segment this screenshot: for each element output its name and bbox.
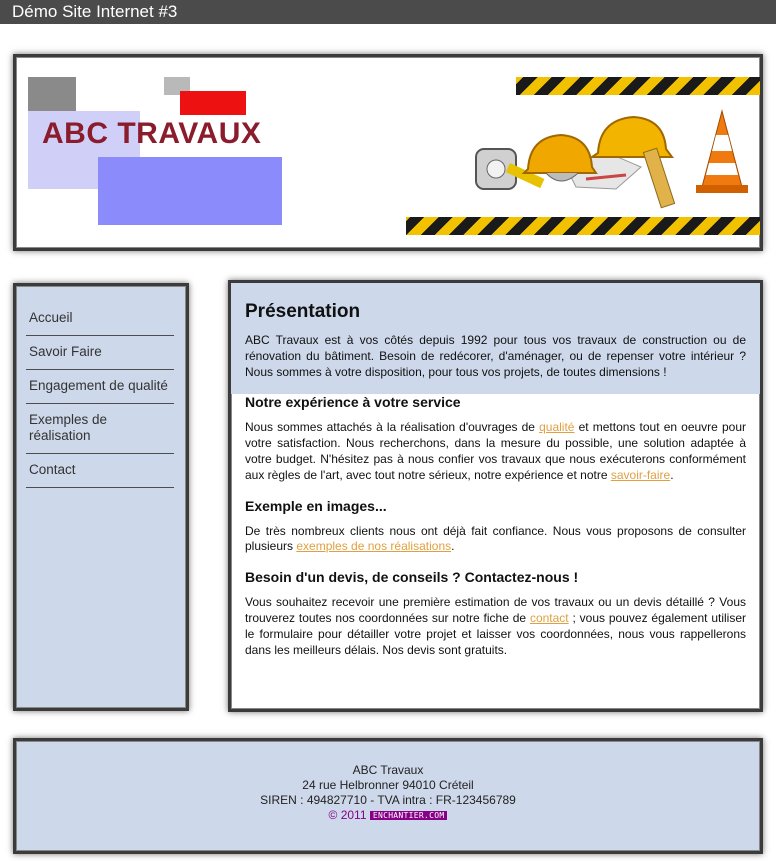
- text-fragment: .: [451, 539, 455, 554]
- footer-legal: SIREN : 494827710 - TVA intra : FR-123456789: [260, 793, 516, 807]
- caution-stripe: [406, 217, 760, 235]
- helmet-icon: [592, 117, 672, 157]
- nav-item-contact[interactable]: Contact: [26, 454, 174, 488]
- logo-block: [28, 77, 76, 113]
- nav-menu: [16, 286, 186, 488]
- nav-item-engagement-qualite[interactable]: Engagement de qualité: [26, 370, 174, 404]
- section-heading: Notre expérience à votre service: [245, 394, 461, 411]
- window-title: Démo Site Internet #3: [12, 2, 178, 21]
- caution-stripe: [516, 77, 760, 95]
- experience-section: [231, 394, 760, 483]
- nav-item-exemples[interactable]: Exemples de réalisation: [26, 404, 174, 454]
- contact-section: [231, 569, 760, 658]
- text-fragment: De très nombreux clients nous ont déjà fait confiance. Nous vous proposons de consulter plusieurs: [245, 523, 746, 554]
- text-fragment: Nous sommes attachés à la réalisation d'ouvrages de: [245, 420, 540, 435]
- page-title: Présentation: [245, 301, 361, 322]
- logo-block: [180, 91, 246, 115]
- footer-copyright-line: [16, 808, 760, 823]
- section-heading: Exemple en images...: [245, 497, 387, 514]
- link-contact[interactable]: contact: [529, 610, 569, 625]
- section-heading: Besoin d'un devis, de conseils ? Contactez-nous !: [245, 569, 579, 586]
- logo-block: [98, 157, 282, 225]
- main-content: [228, 280, 763, 712]
- site-footer: [13, 738, 763, 854]
- title-bar: [0, 0, 776, 24]
- helmet-icon: [524, 135, 596, 173]
- link-exemples[interactable]: exemples de nos réalisations: [296, 539, 452, 554]
- presentation-section: [231, 283, 760, 394]
- copyright-text: © 2011: [328, 808, 367, 822]
- nav-item-accueil[interactable]: Accueil: [26, 302, 174, 336]
- construction-tools-image: [466, 97, 766, 217]
- nav-item-savoir-faire[interactable]: Savoir Faire: [26, 336, 174, 370]
- link-qualite[interactable]: qualité: [539, 420, 575, 435]
- images-section: [231, 498, 760, 556]
- text-fragment: ; vous pouvez également utiliser le formulaire pour détailler votre projet et laisser vos coordonnées, nous vous rappellerons dans les meilleurs délais. Nos devis sont gratuits.: [245, 610, 746, 657]
- link-savoir-faire[interactable]: savoir-faire: [610, 467, 671, 482]
- site-header: [13, 54, 763, 251]
- section-text: [245, 420, 746, 483]
- site-logo[interactable]: ABC TRAVAUX: [42, 117, 262, 150]
- presentation-text: ABC Travaux est à vos côtés depuis 1992 pour tous vos travaux de construction ou de rénovation du bâtiment. Besoin de redécorer, d'aménager, ou de repenser votre intérieur ? Nous sommes à votre disposition, pour tous vos projets, de toutes dimensions !: [245, 333, 746, 379]
- section-text: [245, 524, 746, 556]
- text-fragment: .: [670, 467, 674, 482]
- enchantier-badge[interactable]: ENCHANTIER.COM: [370, 811, 448, 820]
- section-text: [245, 595, 746, 658]
- footer-address: 24 rue Helbronner 94010 Créteil: [302, 778, 474, 792]
- sidebar-nav: [13, 283, 189, 711]
- footer-company: ABC Travaux: [352, 763, 424, 777]
- text-fragment: et mettons tout en oeuvre pour votre satisfaction. Nous recherchons, dans la mesure du possible, une solution adaptée à votre budget. N'hésitez pas à nous confier vos travaux que nous exécuterons conformément aux règles de l'art, avec tout notre sérieux, notre expérience et notre: [245, 420, 746, 482]
- text-fragment: Vous souhaitez recevoir une première estimation de vos travaux ou un devis détaillé ? Vous trouverez toutes nos coordonnées sur notre fiche de: [245, 595, 746, 625]
